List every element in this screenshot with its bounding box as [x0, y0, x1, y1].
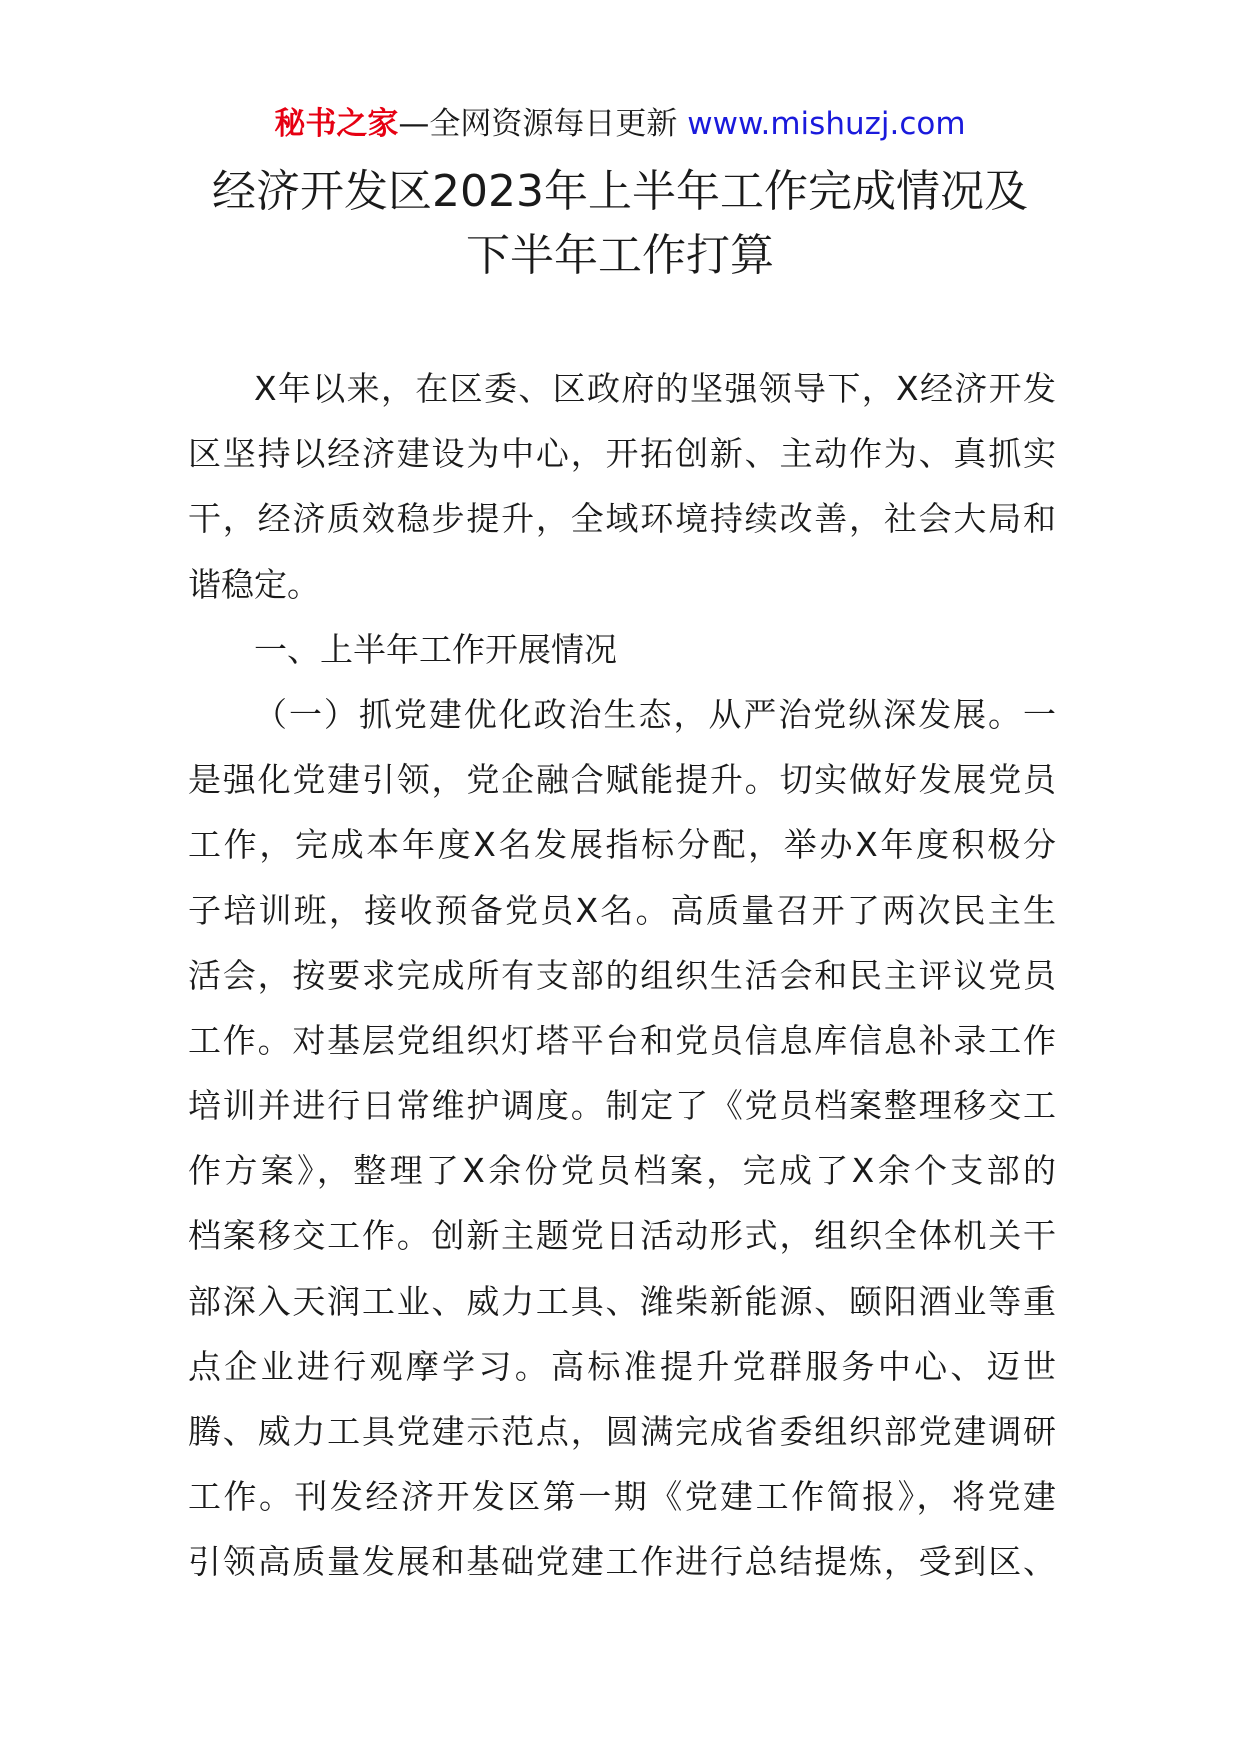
body-line: 是强化党建引领，党企融合赋能提升。切实做好发展党员: [188, 760, 1056, 800]
body-line: （一）抓党建优化政治生态，从严治党纵深发展。一: [254, 694, 1056, 734]
body-line: 档案移交工作。创新主题党日活动形式，组织全体机关干: [188, 1216, 1056, 1256]
body-line: 作方案》，整理了X余份党员档案，完成了X余个支部的: [188, 1151, 1056, 1191]
body-line: 子培训班，接收预备党员X名。高质量召开了两次民主生: [188, 890, 1056, 930]
body-line: 部深入天润工业、威力工具、潍柴新能源、颐阳酒业等重: [188, 1281, 1056, 1321]
body-line: 活会，按要求完成所有支部的组织生活会和民主评议党员: [188, 955, 1056, 995]
site-header: [0, 102, 1240, 146]
body-line: 点企业进行观摩学习。高标准提升党群服务中心、迈世: [188, 1346, 1056, 1386]
body-line: 工作。刊发经济开发区第一期《党建工作简报》，将党建: [188, 1477, 1056, 1517]
body-line: 区坚持以经济建设为中心，开拓创新、主动作为、真抓实: [188, 434, 1056, 474]
body-line: 培训并进行日常维护调度。制定了《党员档案整理移交工: [188, 1086, 1056, 1126]
document-body: [188, 356, 1056, 1595]
header-tagline: —全网资源每日更新: [398, 106, 678, 142]
body-line: 腾、威力工具党建示范点，圆满完成省委组织部党建调研: [188, 1412, 1056, 1451]
title-line-1: 经济开发区2023年上半年工作完成情况及: [212, 166, 1028, 217]
body-line: 引领高质量发展和基础党建工作进行总结提炼，受到区、: [188, 1542, 1056, 1582]
body-line: 谐稳定。: [188, 564, 320, 604]
section-heading: 一、上半年工作开展情况: [254, 629, 617, 669]
site-url-link[interactable]: www.mishuzj.com: [687, 106, 966, 142]
body-line: 干，经济质效稳步提升，全域环境持续改善，社会大局和: [188, 499, 1056, 539]
body-line: 工作。对基层党组织灯塔平台和党员信息库信息补录工作: [188, 1020, 1056, 1060]
title-line-2: 下半年工作打算: [466, 230, 774, 281]
brand-name: 秘书之家: [274, 106, 399, 142]
body-line: 工作，完成本年度X名发展指标分配，举办X年度积极分: [188, 825, 1056, 865]
document-title: [140, 160, 1100, 288]
body-line: X年以来，在区委、区政府的坚强领导下，X经济开发: [254, 369, 1056, 408]
